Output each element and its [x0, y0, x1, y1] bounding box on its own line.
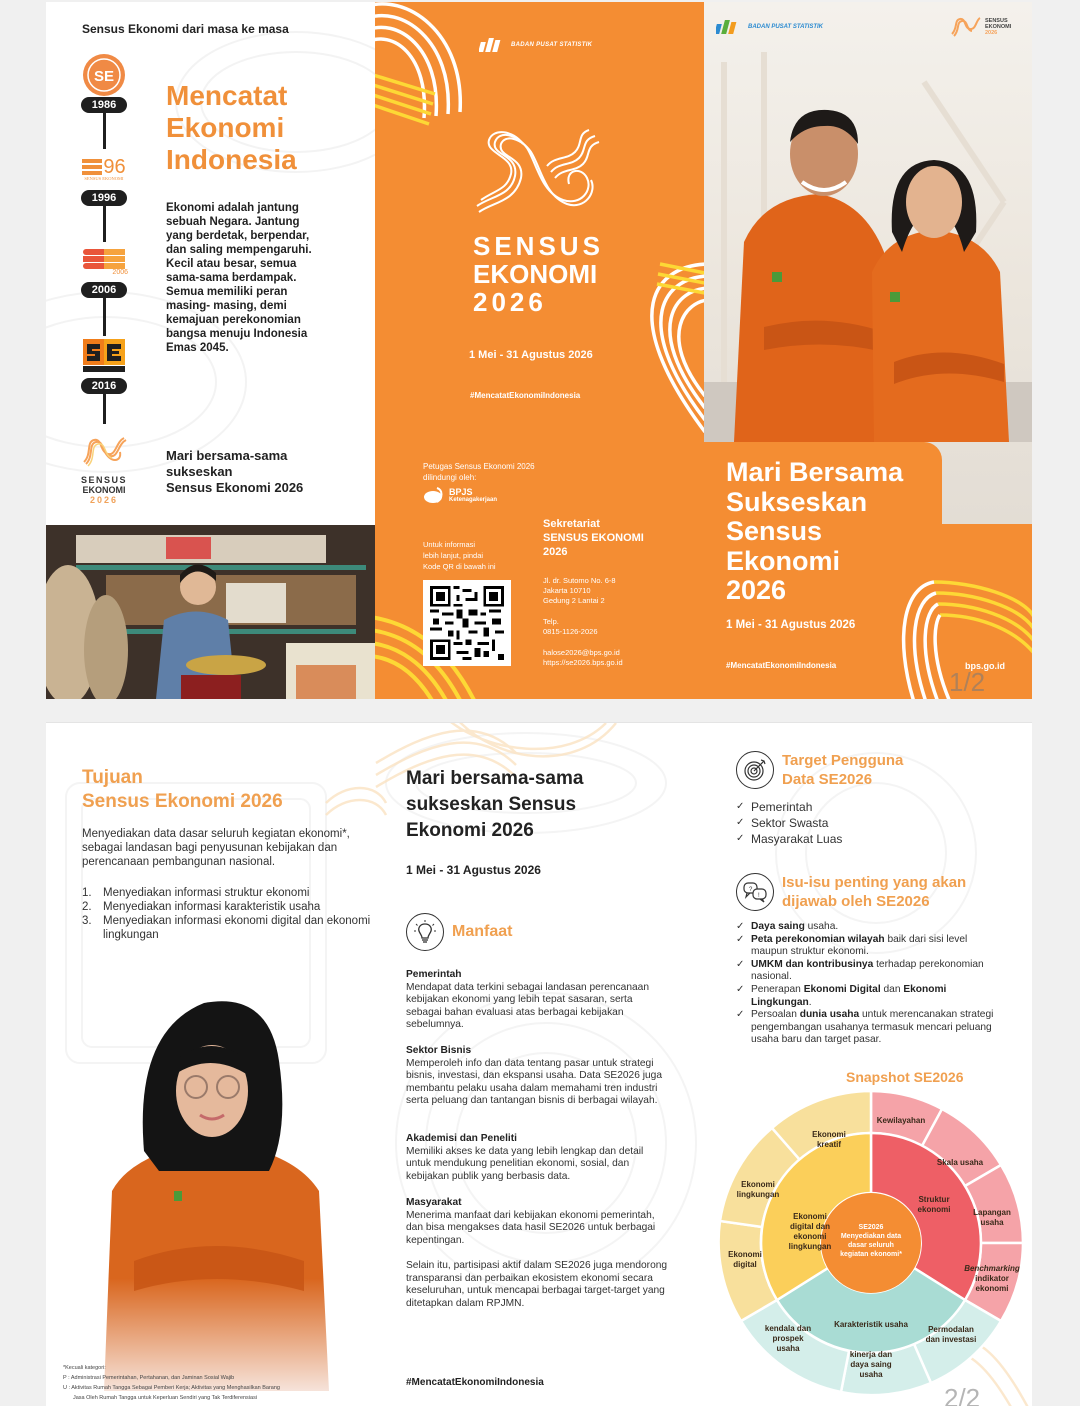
svg-text:Ekonomi: Ekonomi	[741, 1180, 775, 1189]
svg-text:lingkungan: lingkungan	[736, 1190, 780, 1199]
secretariat-contact	[543, 648, 623, 668]
svg-text:lingkungan: lingkungan	[788, 1242, 832, 1251]
timeline-title: Sensus Ekonomi dari masa ke masa	[82, 22, 289, 36]
lightbulb-icon	[406, 913, 444, 951]
mencatat-ekonomi-heading: Mencatat Ekonomi Indonesia	[166, 80, 297, 175]
se-2006-logo: 2006	[80, 245, 128, 279]
qr-instructions: Untuk informasi lebih lanjut, pindai Kode QR di bawah ini	[423, 540, 496, 571]
issues-list	[736, 921, 1006, 1047]
svg-text:kreatif: kreatif	[816, 1140, 842, 1149]
svg-text:Menyediakan data: Menyediakan data	[840, 1233, 902, 1240]
se-1996-logo: 96 SENSUS EKONOMI	[80, 152, 128, 186]
list-item: 3. Menyediakan informasi ekonomi digital dan ekonomi lingkungan	[82, 915, 371, 941]
benefit-sektor-bisnis: Sektor Bisnis Memperoleh info dan data tentang pasar untuk strategi bisnis, investasi, dan ekspansi usaha. Data SE2026 juga membantu pelaku usaha dalam memahami tren industri serta peluang dan tantangan bisnis di berbagai wilayah.	[406, 1045, 662, 1106]
email-link[interactable]: halose2026@bps.go.id	[543, 648, 620, 657]
se2026-logo: SENSUS EKONOMI 2026	[79, 434, 129, 505]
svg-text:daya saing: daya saing	[850, 1360, 892, 1369]
tujuan-list	[82, 886, 372, 942]
tujuan-description: Menyediakan data dasar seluruh kegiatan ekonomi*, sebagai landasan bagi penyusunan kebijakan dan perencanaan pembangunan nasional.	[82, 828, 350, 868]
timeline-year-1996: 1996	[81, 190, 127, 206]
bpjs-logo: BPJS Ketenagakerjaan	[423, 486, 497, 504]
svg-text:usaha: usaha	[776, 1344, 800, 1353]
snapshot-sunburst-diagram	[716, 1091, 1032, 1401]
svg-text:Skala usaha: Skala usaha	[936, 1158, 984, 1167]
svg-text:ekonomi: ekonomi	[793, 1232, 827, 1241]
list-item: ✓ Penerapan Ekonomi Digital dan Ekonomi Lingkungan.	[736, 983, 947, 1008]
list-item: ✓ Sektor Swasta	[736, 816, 829, 830]
check-icon: ✓	[736, 983, 745, 995]
se-1986-logo	[80, 52, 128, 98]
protection-note: Petugas Sensus Ekonomi 2026 dilindungi oleh:	[423, 462, 535, 482]
closing-paragraph: Selain itu, partisipasi aktif dalam SE2026 juga mendorong transparansi dan perbaikan ekosistem ekonomi secara keseluruhan, untuk mencapai berbagai target-target yang ditetapkan dalam RPJMN.	[406, 1260, 668, 1309]
snapshot-title: Snapshot SE2026	[846, 1069, 964, 1085]
website-link[interactable]: https://se2026.bps.go.id	[543, 658, 623, 667]
check-icon: ✓	[736, 801, 745, 812]
secretariat-address: Jl. dr. Sutomo No. 6-8 Jakarta 10710 Gedung 2 Lantai 2	[543, 576, 616, 605]
footnote: *Kecuali kategori: P : Administrasi Pemerintahan, Pertahanan, dan Jaminan Sosial Wajib U : Aktivitas Rumah Tangga Sebagai Pemberi Kerja; Aktivitas yang Menghasilkan Barang Jasa Oleh Rumah Tangga untuk Keperluan Sendiri yang Tak Terdiferensiasi	[63, 1365, 280, 1401]
page-number: 2/2	[944, 1383, 981, 1406]
hashtag: #MencatatEkonomiIndonesia	[470, 391, 581, 400]
se-2016-logo	[80, 338, 128, 374]
timeline-year-2016: 2016	[81, 378, 127, 394]
list-item: ✓ Pemerintah	[736, 800, 813, 814]
qr-code[interactable]	[423, 580, 511, 666]
timeline-connector	[103, 113, 106, 149]
svg-text:prospek: prospek	[772, 1334, 804, 1343]
cover-panel	[375, 2, 704, 699]
list-item: ✓ Masyarakat Luas	[736, 832, 843, 846]
timeline-year-1986: 1986	[81, 97, 127, 113]
svg-text:Ekonomi: Ekonomi	[812, 1130, 846, 1139]
svg-text:usaha: usaha	[980, 1218, 1004, 1227]
svg-text:Permodalan: Permodalan	[928, 1325, 974, 1334]
check-icon: ✓	[736, 933, 745, 945]
manfaat-column	[386, 723, 716, 1406]
svg-text:kinerja dan: kinerja dan	[849, 1350, 893, 1359]
svg-text:kendala dan: kendala dan	[764, 1324, 812, 1333]
check-icon: ✓	[736, 817, 745, 828]
se2026-big-ribbon-logo	[471, 126, 607, 222]
census-date: 1 Mei - 31 Agustus 2026	[726, 619, 856, 631]
benefit-masyarakat: Masyarakat Menerima manfaat dari kebijakan ekonomi pemerintah, dan bisa mengakses data hasil SE2026 untuk berbagai kepentingan.	[406, 1197, 656, 1246]
svg-text:digital dan: digital dan	[790, 1222, 830, 1231]
timeline-year-2006: 2006	[81, 282, 127, 298]
census-date: 1 Mei - 31 Agustus 2026	[469, 349, 593, 361]
target-issues-column	[716, 723, 1032, 1406]
svg-text:digital: digital	[733, 1260, 757, 1269]
target-heading: Target Pengguna Data SE2026	[736, 751, 903, 789]
back-cover-panel	[704, 2, 1032, 699]
svg-text:kegiatan ekonomi*: kegiatan ekonomi*	[840, 1251, 902, 1258]
svg-text:Ekonomi: Ekonomi	[728, 1250, 762, 1259]
manfaat-label: Manfaat	[452, 923, 513, 940]
svg-text:?: ?	[749, 887, 753, 893]
check-icon: ✓	[736, 833, 745, 844]
secretariat-phone: Telp. 0815-1126-2026	[543, 617, 598, 636]
timeline-panel	[46, 2, 375, 699]
list-item: 1. Menyediakan informasi struktur ekonomi	[82, 887, 310, 899]
brochure-page-1	[46, 2, 1032, 699]
page-number: 1/2	[949, 667, 986, 697]
tujuan-column	[46, 723, 386, 1406]
bps-website-link[interactable]: bps.go.id	[965, 661, 1005, 671]
bps-logo-icon	[716, 16, 744, 38]
svg-text:SE: SE	[93, 68, 115, 85]
svg-text:Lapangan: Lapangan	[973, 1208, 1011, 1217]
census-date: 1 Mei - 31 Agustus 2026	[406, 863, 541, 877]
back-cover-title: Mari Bersama Sukseskan Sensus Ekonomi 2026	[726, 457, 904, 605]
svg-text:Ekonomi: Ekonomi	[793, 1212, 827, 1221]
target-user-list	[736, 799, 842, 847]
svg-text:Kewilayahan: Kewilayahan	[876, 1116, 926, 1125]
manfaat-heading	[406, 913, 512, 951]
bps-logo-icon	[479, 34, 507, 56]
list-item: ✓ Peta perekonomian wilayah baik dari sisi level maupun struktur ekonomi.	[736, 933, 968, 958]
list-item: ✓ Daya saing usaha.	[736, 921, 839, 932]
cta-text: Mari bersama-sama sukseskan Sensus Ekonomi 2026	[166, 448, 304, 495]
benefit-pemerintah: Pemerintah Mendapat data terkini sebagai landasan perencanaan kebijakan ekonomi yang lebih tepat sasaran, serta sebagai bahan evaluasi atas berbagai kebijakan sebelumnya.	[406, 969, 649, 1030]
check-icon: ✓	[736, 1009, 745, 1021]
se2026-ribbon-icon	[80, 434, 128, 468]
list-item: ✓ Persoalan dunia usaha untuk merencanakan strategi pengembangan usahanya termasuk mencari peluang usaha baru dan target pasar.	[736, 1009, 994, 1046]
hashtag: #MencatatEkonomiIndonesia	[406, 1377, 544, 1388]
brochure-page-2	[46, 722, 1032, 1406]
cover-title: SENSUS EKONOMI 2026	[473, 231, 604, 317]
svg-text:usaha: usaha	[859, 1370, 883, 1379]
cta-heading: Mari bersama-sama sukseskan Sensus Ekonomi 2026	[406, 768, 584, 841]
svg-text:!: !	[758, 893, 760, 899]
svg-text:Struktur: Struktur	[918, 1195, 950, 1204]
svg-text:SE2026: SE2026	[858, 1224, 884, 1231]
bps-logo: BADAN PUSAT STATISTIK	[479, 34, 592, 56]
svg-text:dan investasi: dan investasi	[925, 1335, 977, 1344]
svg-text:Benchmarking: Benchmarking	[964, 1264, 1020, 1273]
check-icon: ✓	[736, 921, 745, 932]
census-officer-photo	[104, 991, 334, 1391]
svg-text:indikator: indikator	[975, 1274, 1009, 1283]
timeline-connector	[103, 298, 106, 336]
tujuan-title: Tujuan Sensus Ekonomi 2026	[82, 767, 283, 812]
timeline-connector	[103, 394, 106, 424]
hashtag: #MencatatEkonomiIndonesia	[726, 661, 837, 670]
census-officers-photo	[724, 102, 1024, 442]
bps-logo: BADAN PUSAT STATISTIK	[716, 16, 823, 38]
list-item: 2. Menyediakan informasi karakteristik usaha	[82, 901, 321, 913]
target-icon	[736, 751, 774, 789]
timeline-connector	[103, 206, 106, 242]
bpjs-logo-icon	[423, 486, 445, 504]
list-item: ✓ UMKM dan kontribusinya terhadap perekonomian nasional.	[736, 958, 984, 983]
chat-bubbles-icon	[736, 873, 774, 911]
market-vendor-photo	[46, 525, 375, 699]
svg-text:Karakteristik usaha: Karakteristik usaha	[834, 1320, 908, 1329]
svg-text:ekonomi: ekonomi	[917, 1205, 951, 1214]
se2026-ribbon-icon	[950, 16, 982, 38]
svg-text:ekonomi: ekonomi	[975, 1284, 1009, 1293]
check-icon: ✓	[736, 958, 745, 970]
benefit-akademisi: Akademisi dan Peneliti Memiliki akses ke data yang lebih lengkap dan detail untuk mendukung penelitian ekonomi, sosial, dan kebijakan publik yang berbasis data.	[406, 1133, 644, 1182]
secretariat-title: Sekretariat SENSUS EKONOMI 2026	[543, 518, 644, 558]
intro-paragraph: Ekonomi adalah jantung sebuah Negara. Jantung yang berdetak, berpendar, dan saling mempengaruhi. Kecil atau besar, semua sama-sama berdampak. Semua memiliki peran masing- masing, demi kemajuan perekonomian bangsa menuju Indonesia Emas 2045.	[166, 202, 312, 354]
issues-heading: ? ! Isu-isu penting yang akan dijawab oleh SE2026	[736, 873, 966, 911]
svg-text:dasar seluruh: dasar seluruh	[848, 1242, 894, 1249]
se2026-small-logo: SENSUS EKONOMI 2026	[950, 16, 1011, 38]
